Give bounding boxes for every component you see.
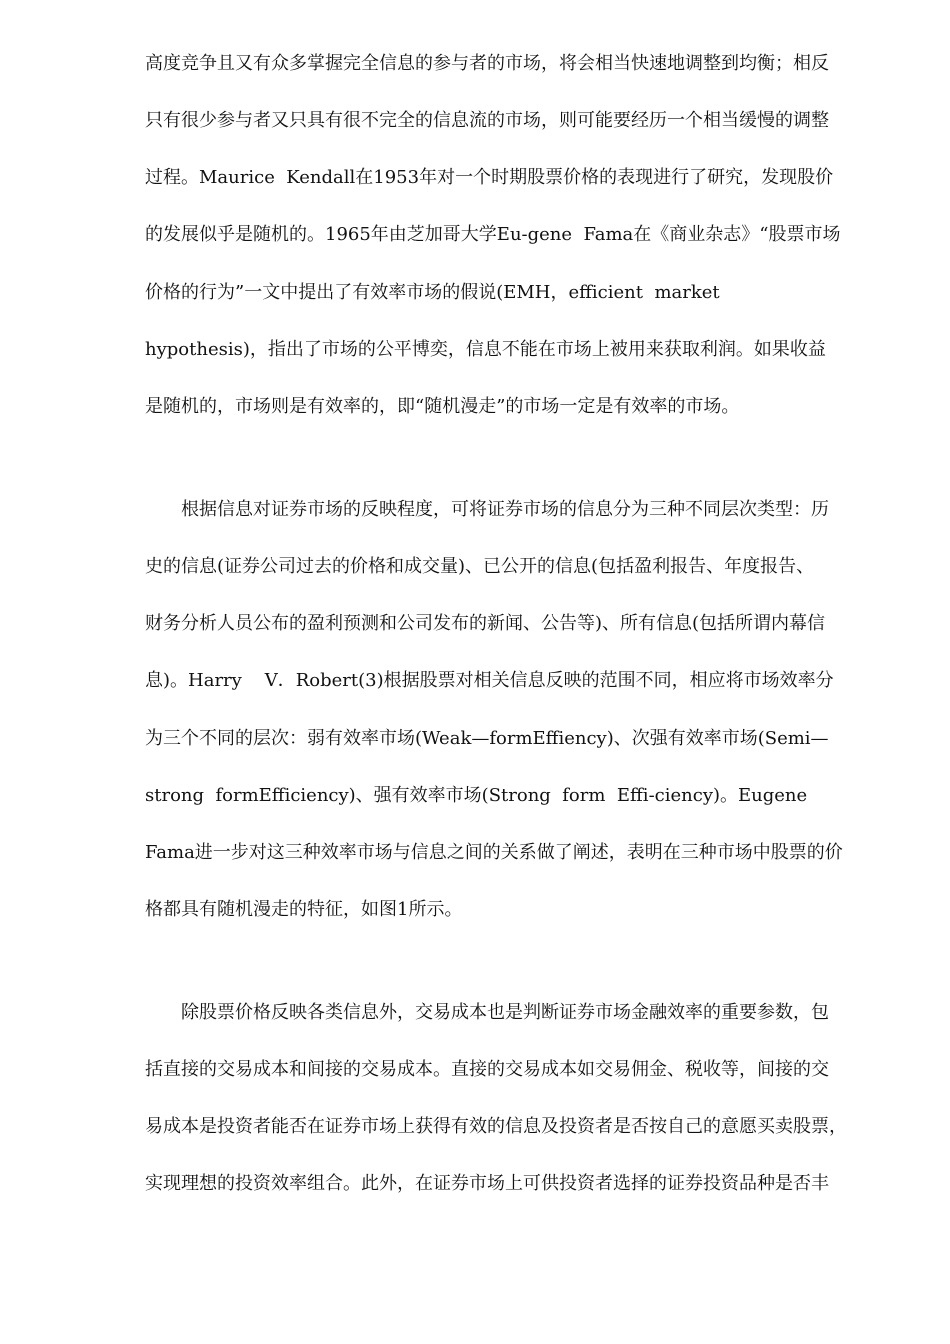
text-line: 实现理想的投资效率组合。此外，在证券市场上可供投资者选择的证券投资品种是否丰: [145, 1173, 829, 1194]
text-line: 息)。Harry V．Robert(3)根据股票对相关信息反映的范围不同，相应将市场效率分: [145, 670, 834, 691]
text-line: 易成本是投资者能否在证券市场上获得有效的信息及投资者是否按自己的意愿买卖股票，: [145, 1116, 847, 1137]
text-line: hypothesis)，指出了市场的公平博奕，信息不能在市场上被用来获取利润。如果收益: [145, 339, 826, 360]
text-line: 的发展似乎是随机的。1965年由芝加哥大学Eu-gene Fama在《商业杂志》“股票市场: [145, 224, 841, 245]
text-line: 财务分析人员公布的盈利预测和公司发布的新闻、公告等)、所有信息(包括所谓内幕信: [145, 613, 826, 634]
text-line: 是随机的，市场则是有效率的，即“随机漫走”的市场一定是有效率的市场。: [145, 396, 740, 417]
text-line: 格都具有随机漫走的特征，如图1所示。: [145, 899, 463, 920]
text-line: 除股票价格反映各类信息外，交易成本也是判断证券市场金融效率的重要参数，包: [181, 1002, 829, 1023]
text-line: 为三个不同的层次：弱有效率市场(Weak—formEffiency)、次强有效率市场(Semi—: [145, 728, 829, 749]
text-line: 根据信息对证券市场的反映程度，可将证券市场的信息分为三种不同层次类型：历: [181, 499, 829, 520]
text-line: 括直接的交易成本和间接的交易成本。直接的交易成本如交易佣金、税收等，间接的交: [145, 1059, 829, 1080]
text-line: 过程。Maurice Kendall在1953年对一个时期股票价格的表现进行了研究，发现股价: [145, 167, 834, 188]
text-line: Fama进一步对这三种效率市场与信息之间的关系做了阐述，表明在三种市场中股票的价: [145, 842, 843, 863]
text-line: strong formEfficiency)、强有效率市场(Strong form Effi-ciency)。Eugene: [145, 785, 808, 806]
text-line: 价格的行为”一文中提出了有效率市场的假说(EMH，efficient market: [145, 282, 720, 303]
text-line: 史的信息(证券公司过去的价格和成交量)、已公开的信息(包括盈利报告、年度报告、: [145, 556, 815, 577]
text-line: 高度竞争且又有众多掌握完全信息的参与者的市场，将会相当快速地调整到均衡；相反: [145, 53, 829, 74]
text-line: 只有很少参与者又只具有很不完全的信息流的市场，则可能要经历一个相当缓慢的调整: [145, 110, 829, 131]
